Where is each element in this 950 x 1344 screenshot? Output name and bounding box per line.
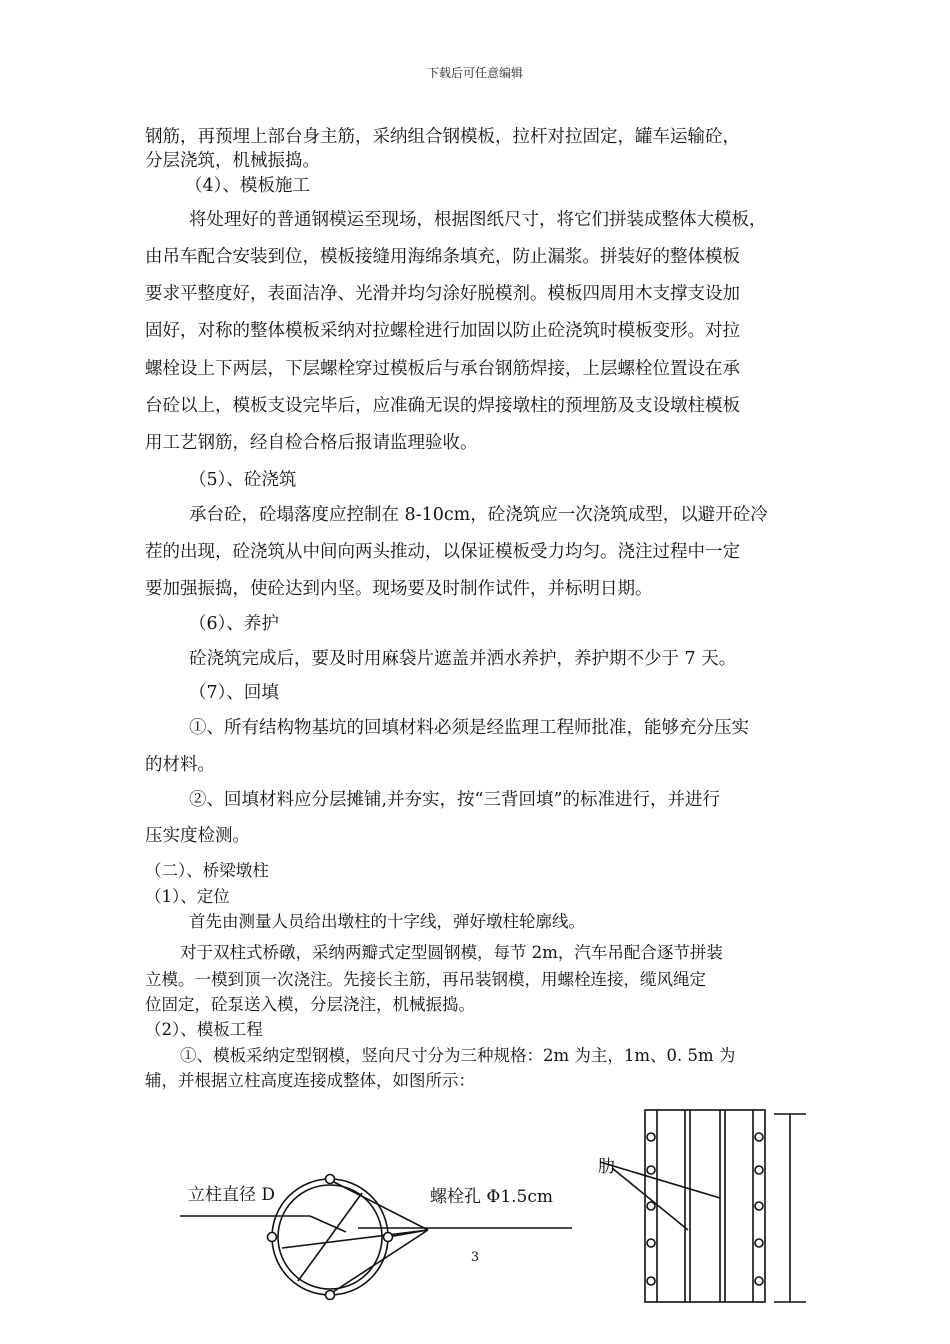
rib-label: 肋 — [598, 1157, 615, 1177]
text-line: 对于双柱式桥礅，采纳两瓣式定型圆钢模，每节 2m，汽车吊配合逐节拼装 — [180, 943, 723, 962]
text-line: 螺栓设上下两层，下层螺栓穿过模板后与承台钢筋焊接，上层螺栓位置设在承 — [145, 359, 740, 379]
text-line: 分层浇筑，机械振捣。 — [145, 151, 320, 171]
text-line: 首先由测量人员给出墩柱的十字线，弹好墩柱轮廓线。 — [189, 912, 585, 931]
bolt-hole — [326, 1175, 335, 1184]
section-heading: （4）、模板施工 — [185, 176, 310, 196]
diameter-leader-line — [310, 1216, 346, 1232]
panel-outline — [645, 1110, 765, 1302]
text-line: 要求平整度好，表面洁净、光滑并均匀涂好脱模剂。模板四周用木支撑支设加 — [145, 284, 740, 304]
text-line: 台砼以上，模板支设完毕后，应准确无误的焊接墩柱的预埋筋及支设墩柱模板 — [145, 396, 740, 416]
text-line: ①、模板采纳定型钢模，竖向尺寸分为三种规格：2m 为主，1m、0. 5m 为 — [180, 1046, 736, 1065]
section-heading: （二）、桥梁墩柱 — [145, 861, 269, 880]
bolt-leader-line — [282, 1230, 428, 1248]
bolt-hole — [326, 1291, 335, 1300]
diameter-label: 立柱直径 D — [188, 1185, 276, 1205]
section-heading: （1）、定位 — [145, 887, 230, 906]
text-line: 钢筋，再预埋上部台身主筋，采纳组合钢模板，拉杆对拉固定，罐车运输砼， — [145, 127, 740, 147]
bolt-leader-line — [330, 1180, 428, 1230]
text-line: 承台砼，砼塌落度应控制在 8-10cm，砼浇筑应一次浇筑成型，以避开砼冷 — [189, 505, 768, 525]
text-line: 砼浇筑完成后，要及时用麻袋片遮盖并洒水养护，养护期不少于 7 天。 — [189, 649, 737, 669]
text-line: 茬的出现，砼浇筑从中间向两头推动，以保证模板受力均匀。浇注过程中一定 — [145, 542, 740, 562]
text-line: 用工艺钢筋，经自检合格后报请监理验收。 — [145, 433, 478, 453]
bolt-hole-label: 螺栓孔 Φ1.5cm — [430, 1187, 554, 1207]
joint-line — [298, 1193, 362, 1281]
text-line: 辅，并根据立柱高度连接成整体，如图所示： — [145, 1071, 475, 1090]
bolt-hole — [384, 1233, 393, 1242]
section-heading: （5）、砼浇筑 — [189, 470, 297, 490]
text-line: ②、回填材料应分层摊铺,并夯实，按“三背回填”的标准进行，并进行 — [189, 790, 720, 810]
section-heading: （6）、养护 — [189, 614, 279, 634]
bolt-hole — [268, 1233, 277, 1242]
text-line: 由吊车配合安装到位，模板接缝用海绵条填充，防止漏浆。拼装好的整体模板 — [145, 247, 740, 267]
rib-leader-line — [600, 1162, 720, 1198]
text-line: 将处理好的普通钢模运至现场，根据图纸尺寸，将它们拼装成整体大模板， — [189, 210, 767, 230]
text-line: 立模。一模到顶一次浇注。先接长主筋，再吊装钢模，用螺栓连接，缆风绳定 — [145, 970, 706, 989]
text-line: 位固定，砼泵送入模，分层浇注，机械振捣。 — [145, 995, 475, 1014]
text-line: ①、所有结构物基坑的回填材料必须是经监理工程师批准，能够充分压实 — [189, 718, 749, 738]
panel-elevation-drawing — [600, 1110, 806, 1302]
text-line: 固好，对称的整体模板采纳对拉螺栓进行加固以防止砼浇筑时模板变形。对拉 — [145, 321, 740, 341]
text-line: 要加强振捣，使砼达到内坚。现场要及时制作试件，并标明日期。 — [145, 579, 653, 599]
page-number: 3 — [470, 1250, 480, 1265]
text-line: 的材料。 — [145, 755, 215, 775]
text-line: 压实度检测。 — [145, 826, 250, 846]
section-heading: （2）、模板工程 — [145, 1020, 263, 1039]
section-heading: （7）、回填 — [189, 683, 279, 703]
page-header: 下载后可任意编辑 — [426, 66, 523, 80]
